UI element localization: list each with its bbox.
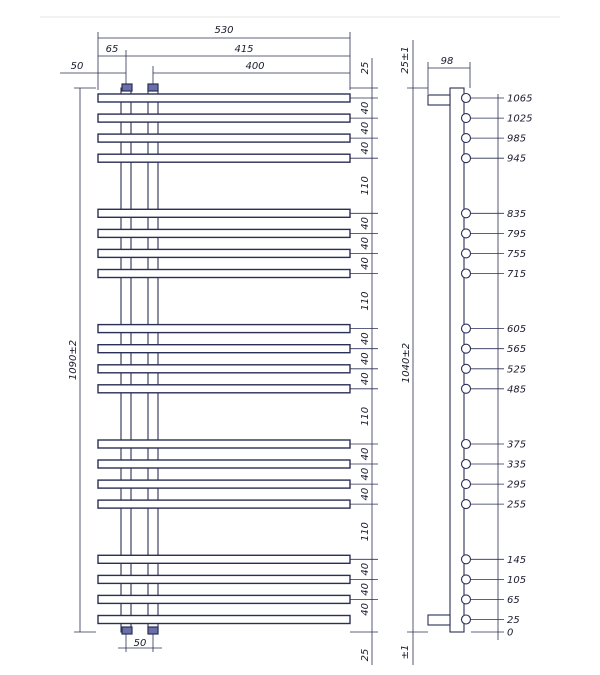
side-level-label: 105 [507,574,527,586]
side-collector [450,88,464,632]
dim-50-bottom: 50 [133,638,147,649]
bar-section-circle [462,249,471,258]
bar-gap-label: 110 [360,291,371,311]
side-level-label: 335 [507,459,527,471]
dim-415: 415 [234,44,254,55]
bar-section-circle [462,344,471,353]
side-level-label: 295 [507,479,527,491]
dim-50-top: 50 [70,61,84,72]
bar-gap-label: 40 [360,447,371,461]
bar-section-circle [462,384,471,393]
bar-section-circle [462,364,471,373]
side-level-label: 255 [507,499,527,511]
side-level-label: 835 [507,208,527,220]
bar-section-circle [462,555,471,564]
towel-bar [98,249,350,257]
towel-bar [98,114,350,122]
bar-section-circle [462,229,471,238]
bar-section-circle [462,440,471,449]
top-right-connector [148,84,158,91]
dim-25-tol: 25±1 [400,46,411,74]
bar-section-circle [462,134,471,143]
bar-gap-label: 110 [360,522,371,542]
towel-bar [98,480,350,488]
bar-gap-label: 40 [360,467,371,481]
bar-section-circle [462,500,471,509]
bar-gap-label: 40 [360,141,371,155]
bar-gap-label: 40 [360,372,371,386]
bar-gap-label: 40 [360,332,371,346]
bar-gap-label: 40 [360,121,371,135]
bar-gap-label: 110 [360,176,371,196]
bar-gap-label: 40 [360,101,371,115]
side-level-label: 1025 [507,113,533,125]
bottom-right-connector [148,627,158,634]
towel-bar [98,500,350,508]
dim-height-1040: 1040±2 [401,342,412,384]
side-level-label: 25 [507,615,520,626]
side-level-label: 795 [507,228,527,240]
towel-bar [98,325,350,333]
bar-section-circle [462,269,471,278]
side-level-label: 985 [507,133,527,145]
towel-bar [98,134,350,142]
front-view [60,25,378,665]
side-view [400,40,532,665]
towel-bar [98,555,350,563]
towel-bar [98,229,350,237]
bar-gap-labels [350,98,378,616]
towel-bar [98,440,350,448]
towel-bar [98,385,350,393]
towel-bar [98,575,350,583]
bar-gap-label: 40 [360,217,371,230]
side-level-label: 945 [507,153,527,165]
side-level-label: 715 [507,269,527,280]
bar-gap-label: 110 [360,406,371,426]
towel-bar [98,365,350,373]
side-level-label: 565 [507,344,527,356]
side-level-label: 375 [507,439,527,451]
side-level-label: 0 [507,627,514,639]
bar-gap-label: 40 [360,257,371,270]
bar-section-circle [462,480,471,489]
bar-gap-label: 40 [360,603,371,616]
towel-bar [98,209,350,217]
towel-bar [98,616,350,624]
dim-65: 65 [105,44,119,55]
dim-top-25: 25 [360,61,371,75]
side-level-label: 145 [507,554,527,566]
dim-bottom-25: 25 [360,648,371,662]
bar-section-circle [462,94,471,103]
bar-section-circle [462,595,471,604]
bar-gap-label: 40 [360,583,371,596]
towel-bars [98,94,350,624]
towel-bar [98,154,350,162]
towel-bar [98,345,350,353]
dim-98: 98 [440,56,454,67]
bar-section-circle [462,460,471,469]
side-level-label: 605 [507,324,527,336]
towel-bar [98,94,350,102]
side-level-label: 755 [507,248,527,260]
left-collector-post [121,88,131,632]
towel-bar [98,460,350,468]
bar-section-circle [462,615,471,624]
bar-gap-label: 40 [360,562,371,576]
side-top-bracket [428,95,450,105]
bar-section-circle [462,114,471,123]
bottom-left-connector [122,627,132,634]
top-left-connector [122,84,132,91]
side-level-label: 65 [507,594,520,606]
bar-gap-label: 40 [360,237,371,250]
dim-530: 530 [214,25,234,36]
bar-section-circle [462,209,471,218]
bar-gap-label: 40 [360,352,371,366]
right-collector-post [148,88,158,632]
bar-section-circle [462,575,471,584]
side-level-marks [462,94,533,639]
towel-bar [98,270,350,278]
dim-bottom-tol: ±1 [400,644,411,660]
side-level-label: 525 [507,364,527,376]
side-level-label: 485 [507,384,527,396]
side-bottom-bracket [428,615,450,625]
bar-gap-label: 40 [360,487,371,501]
towel-bar [98,595,350,603]
dim-height-1090: 1090±2 [68,339,79,381]
bar-section-circle [462,154,471,163]
side-level-label: 1065 [507,93,533,105]
dim-400: 400 [245,61,265,72]
bar-section-circle [462,324,471,333]
